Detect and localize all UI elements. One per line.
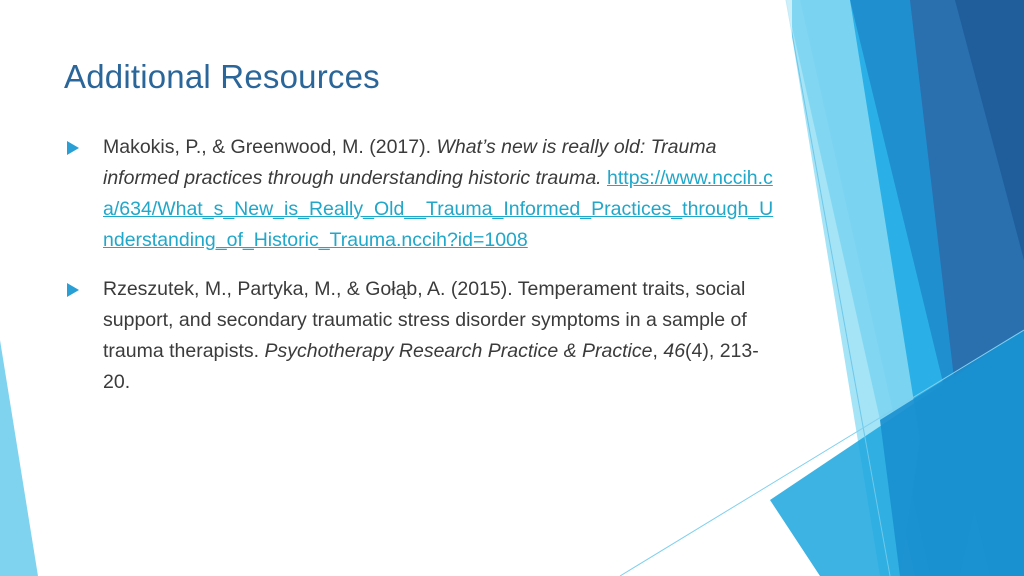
bullet-arrow-icon [67,283,79,297]
reference-link[interactable]: https://www.nccih.ca/634/What_s_New_is_Really_Old__Trauma_Informed_Practices_through_Understanding_of_Historic_Trauma.nccih?id=1008 [103,167,774,251]
reference-authors: Makokis, P., & Greenwood, M. (2017). [103,136,437,158]
reference-title: What’s new is really old: Trauma informed practices through understanding historic trauma. [103,136,717,189]
reference-issue-pages: (4), 213-20. [103,340,759,393]
reference-item-1 [64,132,784,256]
slide-title: Additional Resources [64,58,380,95]
reference-separator: , [652,340,664,362]
reference-item-2 [64,274,784,398]
reference-journal: Psychotherapy Research Practice & Practice [264,340,653,362]
bullet-arrow-icon [67,141,79,155]
reference-text-2 [103,274,784,398]
reference-volume: 46 [663,340,686,362]
reference-text-1 [103,132,784,256]
reference-authors: Rzeszutek, M., Partyka, M., & Gołąb, A. (2015). Temperament traits, social support, and secondary traumatic stress disorder symptoms in a sample of trauma therapists. [103,278,747,362]
reference-list [64,132,784,416]
